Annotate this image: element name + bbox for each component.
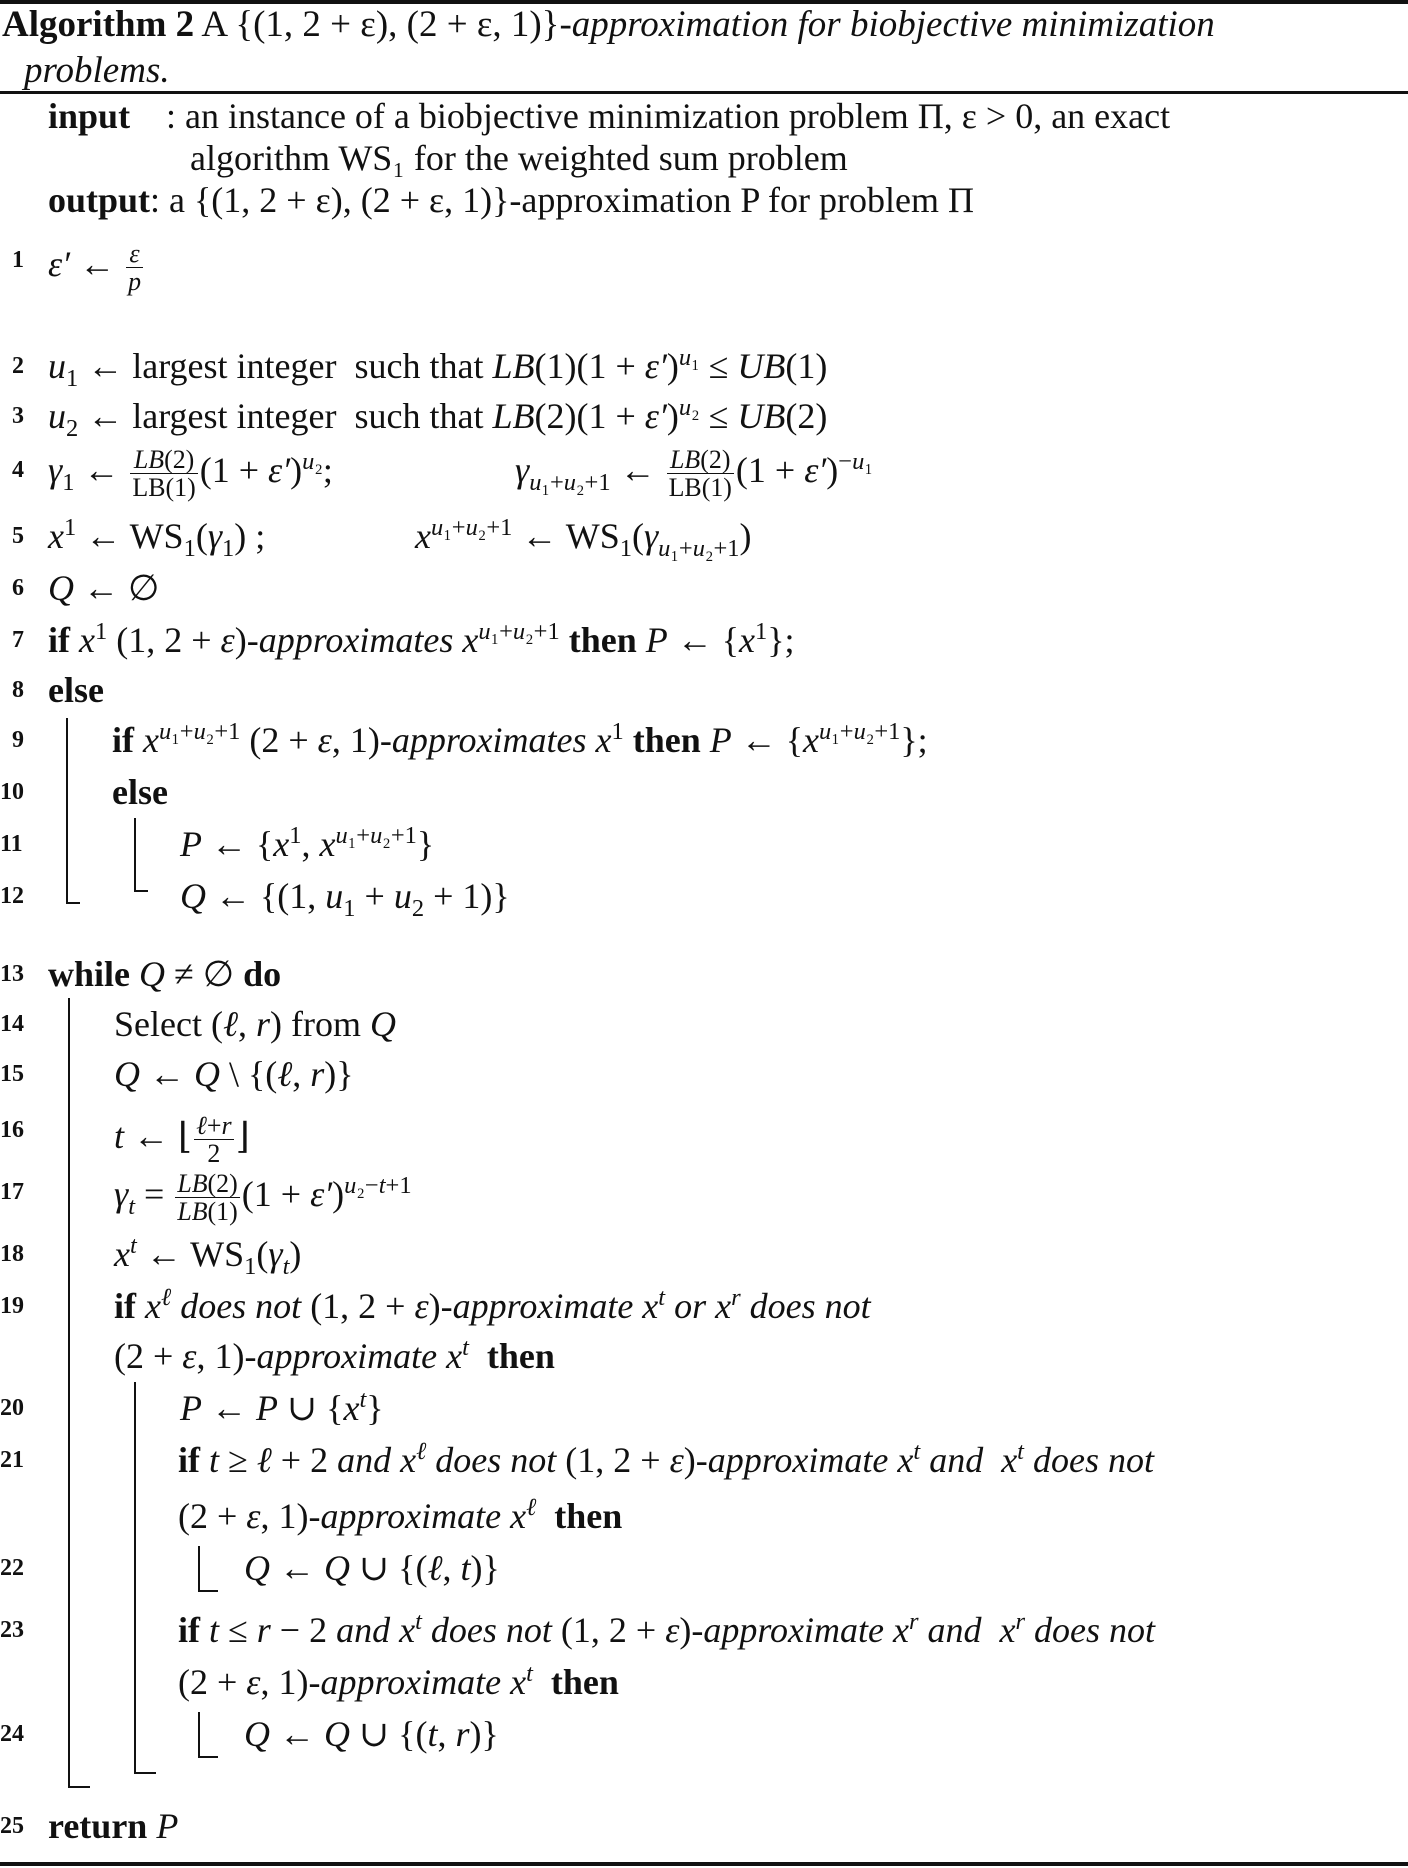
line-number: 13 bbox=[0, 961, 24, 987]
output-text: : a {(1, 2 + ε), (2 + ε, 1)}-approximation P for problem Π bbox=[150, 180, 974, 220]
line-number: 10 bbox=[0, 779, 24, 805]
line-number: 22 bbox=[0, 1555, 24, 1581]
line-number: 9 bbox=[12, 727, 24, 753]
algorithm-caption bbox=[2, 6, 1215, 43]
block-bar bbox=[198, 1712, 200, 1758]
input-line-2 bbox=[190, 140, 848, 176]
block-foot bbox=[198, 1756, 218, 1758]
caption-rule bbox=[0, 91, 1408, 94]
output-label: output bbox=[48, 180, 151, 220]
line-number: 18 bbox=[0, 1241, 24, 1267]
caption-title-line2: problems. bbox=[24, 50, 170, 91]
line-number: 1 bbox=[12, 247, 24, 273]
line-number: 6 bbox=[12, 575, 24, 601]
block-bar bbox=[68, 998, 70, 1788]
line-number: 3 bbox=[12, 403, 24, 429]
block-foot bbox=[68, 1786, 90, 1788]
math: ε′ bbox=[48, 243, 71, 284]
block-bar bbox=[134, 1382, 136, 1774]
line-number: 8 bbox=[12, 677, 24, 703]
line-number: 24 bbox=[0, 1721, 24, 1747]
line-number: 25 bbox=[0, 1813, 24, 1839]
line-number: 4 bbox=[12, 457, 24, 483]
line-number: 20 bbox=[0, 1395, 24, 1421]
caption-title-post: -approximation for biobjective minimization bbox=[559, 4, 1215, 45]
algorithm-label: Algorithm 2 bbox=[2, 4, 195, 45]
block-bar bbox=[66, 718, 68, 904]
algorithm-caption-line2 bbox=[24, 52, 170, 89]
line-number: 19 bbox=[0, 1293, 24, 1319]
input-label: input bbox=[48, 96, 131, 136]
caption-title-pre: A {(1, 2 + ε), (2 + ε, 1)} bbox=[201, 4, 560, 45]
line-number: 21 bbox=[0, 1447, 24, 1473]
line-number: 15 bbox=[0, 1061, 24, 1087]
line-number: 16 bbox=[0, 1117, 24, 1143]
input-text-2: algorithm WS₁ for the weighted sum problem bbox=[190, 138, 848, 178]
input-line bbox=[48, 96, 1171, 136]
input-text: : an instance of a biobjective minimization problem Π, ε > 0, an exact bbox=[166, 96, 1171, 136]
line-number: 23 bbox=[0, 1617, 24, 1643]
line-number: 14 bbox=[0, 1011, 24, 1037]
arrow: ← bbox=[79, 243, 116, 284]
block-foot bbox=[134, 890, 148, 892]
line-number: 2 bbox=[12, 353, 24, 379]
block-foot bbox=[134, 1772, 156, 1774]
block-foot bbox=[198, 1590, 218, 1592]
line-number: 7 bbox=[12, 627, 24, 653]
line-number: 5 bbox=[12, 523, 24, 549]
line-number: 17 bbox=[0, 1179, 24, 1205]
line-number: 12 bbox=[0, 883, 24, 909]
block-bar bbox=[198, 1546, 200, 1592]
bottom-rule bbox=[0, 1862, 1408, 1866]
block-foot bbox=[66, 902, 80, 904]
block-bar bbox=[134, 818, 136, 892]
line-number: 11 bbox=[0, 831, 23, 857]
fraction: $\frac{\varepsilon}{p}$ bbox=[128, 239, 142, 297]
output-line bbox=[48, 182, 974, 218]
